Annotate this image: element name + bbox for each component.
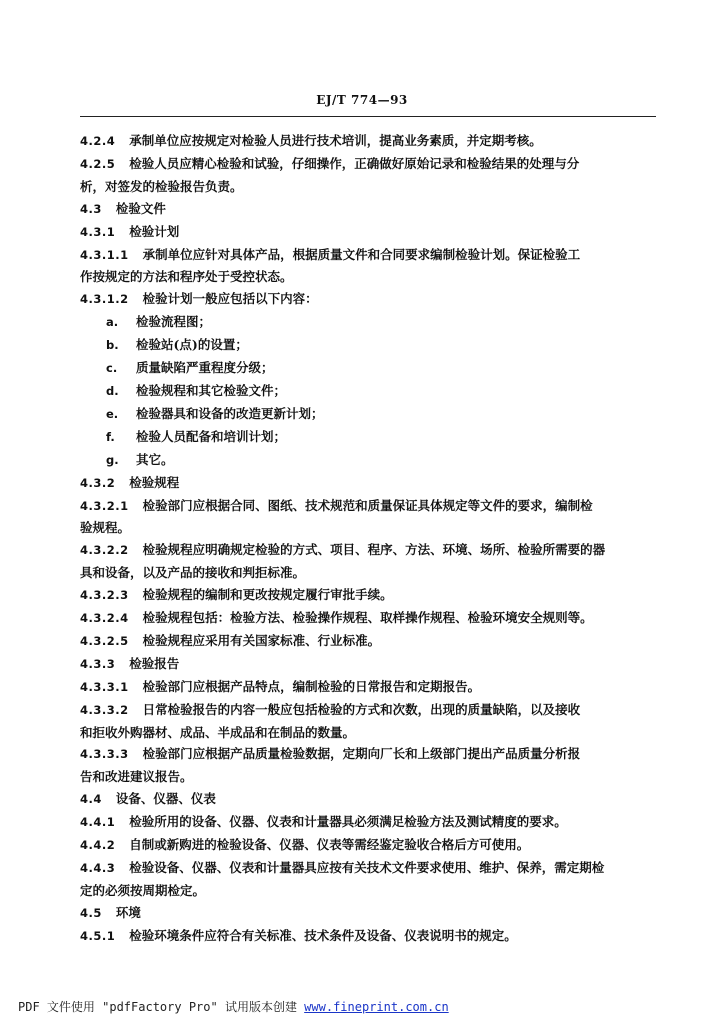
clause-number: 4.2.5 [80, 156, 116, 171]
list-item-label: g. [106, 452, 119, 467]
list-item [80, 311, 656, 334]
clause-line [80, 653, 656, 676]
clause-number: 4.3.2.3 [80, 588, 129, 603]
clause-text: 设备、仪器、仪表 [115, 791, 216, 807]
clause-continuation [80, 176, 656, 198]
clause-line [80, 811, 656, 834]
clause-number: 4.3.3 [80, 656, 116, 671]
footer-link[interactable]: www.fineprint.com.cn [304, 1000, 449, 1014]
list-item-text: 检验人员配备和培训计划； [136, 428, 287, 444]
clause-line [80, 699, 656, 722]
clause-number: 4.3.2.1 [80, 498, 129, 513]
clause-text: 检验报告 [129, 655, 180, 671]
list-item-label: a. [106, 315, 119, 330]
clause-number: 4.3.3.1 [80, 679, 129, 694]
list-item-text: 检验规程和其它检验文件； [136, 382, 287, 398]
clause-line [80, 743, 656, 766]
page-header: EJ/T 774—93 [316, 93, 408, 107]
clause-text: 检验规程应采用有关国家标准、行业标准。 [142, 632, 381, 648]
clause-text: 检验部门应根据合同、图纸、技术规范和质量保证具体规定等文件的要求，编制检 [142, 497, 593, 513]
clause-continuation [80, 722, 656, 744]
clause-text: 日常检验报告的内容一般应包括检验的方式和次数，出现的质量缺陷，以及接收 [142, 701, 581, 717]
clause-line [80, 198, 656, 221]
clause-number: 4.3.1.1 [80, 247, 129, 262]
clause-text: 检验部门应根据产品质量检验数据，定期向厂长和上级部门提出产品质量分析报 [142, 746, 581, 762]
clause-text: 承制单位应按规定对检验人员进行技术培训，提高业务素质，并定期考核。 [129, 133, 542, 148]
clause-continuation [80, 562, 656, 584]
clause-line [80, 221, 656, 244]
list-item-label: d. [106, 383, 119, 398]
clause-text: 检验规程应明确规定检验的方式、项目、程序、方法、环境、场所、检验所需要的器 [142, 542, 606, 558]
clause-line [80, 584, 656, 607]
clause-continuation [80, 517, 656, 539]
clause-line [80, 925, 656, 948]
clause-line [80, 857, 656, 880]
clause-text: 检验规程包括：检验方法、检验操作规程、取样操作规程、检验环境安全规则等。 [142, 610, 593, 626]
clause-continuation [80, 880, 656, 902]
clause-number: 4.2.4 [80, 134, 116, 148]
header-rule [80, 116, 656, 117]
clause-line [80, 676, 656, 699]
clause-number: 4.3.2.4 [80, 611, 129, 626]
clause-number: 4.3.2.5 [80, 633, 129, 648]
clause-number: 4.3.3.3 [80, 747, 129, 762]
clause-number: 4.4.2 [80, 838, 116, 853]
clause-number: 4.3.3.2 [80, 702, 129, 717]
clause-text: 验规程。 [80, 520, 131, 536]
list-item [80, 334, 656, 357]
clause-text: 检验人员应精心检验和试验，仔细操作，正确做好原始记录和检验结果的处理与分 [129, 155, 580, 171]
clause-line [80, 607, 656, 630]
clause-line [80, 153, 656, 176]
clause-number: 4.4.3 [80, 861, 116, 875]
clause-line [80, 288, 656, 311]
list-item [80, 357, 656, 380]
clause-continuation [80, 766, 656, 788]
clause-text: 检验文件 [115, 200, 166, 216]
clause-line [80, 630, 656, 653]
clause-text: 检验规程的编制和更改按规定履行审批手续。 [142, 587, 393, 603]
list-item [80, 403, 656, 426]
clause-number: 4.4 [80, 792, 102, 807]
clause-text: 检验环境条件应符合有关标准、技术条件及设备、仪表说明书的规定。 [129, 927, 517, 943]
document-body [80, 130, 656, 948]
list-item-label: b. [106, 338, 119, 353]
list-item [80, 380, 656, 403]
clause-text: 定的必须按周期检定。 [80, 882, 206, 898]
clause-number: 4.3.2 [80, 475, 116, 490]
list-item-text: 质量缺陷严重程度分级； [136, 360, 274, 376]
clause-number: 4.5 [80, 905, 102, 920]
clause-text: 和拒收外购器材、成品、半成品和在制品的数量。 [80, 724, 356, 740]
clause-text: 具和设备，以及产品的接收和判拒标准。 [80, 565, 306, 581]
clause-line [80, 788, 656, 811]
clause-number: 4.4.1 [80, 815, 116, 830]
footer-text: PDF 文件使用 "pdfFactory Pro" 试用版本创建 [18, 1000, 305, 1014]
pdf-footer [18, 998, 449, 1015]
list-item-text: 检验流程图； [136, 314, 212, 330]
clause-text: 环境 [115, 904, 141, 920]
clause-line [80, 495, 656, 518]
clause-line [80, 539, 656, 562]
clause-number: 4.3 [80, 201, 102, 216]
clause-number: 4.3.2.2 [80, 543, 129, 558]
clause-text: 自制或新购进的检验设备、仪器、仪表等需经鉴定验收合格后方可使用。 [129, 837, 530, 853]
list-item-text: 其它。 [136, 451, 174, 467]
clause-text: 检验部门应根据产品特点，编制检验的日常报告和定期报告。 [142, 678, 481, 694]
list-item-label: e. [106, 406, 119, 421]
list-item-text: 检验器具和设备的改造更新计划； [136, 405, 324, 421]
clause-text: 检验计划 [129, 223, 180, 239]
clause-text: 析，对签发的检验报告负责。 [80, 178, 243, 194]
clause-number: 4.3.1 [80, 224, 116, 239]
clause-line [80, 902, 656, 925]
clause-text: 承制单位应针对具体产品，根据质量文件和合同要求编制检验计划。保证检验工 [142, 246, 581, 262]
list-item [80, 426, 656, 449]
list-item-label: f. [106, 429, 115, 444]
list-item-text: 检验站(点)的设置； [136, 337, 248, 353]
clause-line [80, 834, 656, 857]
clause-text: 检验规程 [129, 474, 180, 490]
clause-line [80, 472, 656, 495]
clause-line [80, 244, 656, 267]
clause-number: 4.5.1 [80, 928, 116, 943]
list-item-label: c. [106, 361, 118, 376]
clause-line [80, 130, 656, 153]
clause-text: 检验计划一般应包括以下内容： [142, 291, 318, 307]
clause-number: 4.3.1.2 [80, 292, 129, 307]
list-item [80, 449, 656, 472]
clause-text: 告和改进建议报告。 [80, 769, 193, 785]
clause-text: 检验设备、仪器、仪表和计量器具应按有关技术文件要求使用、维护、保养，需定期检 [129, 860, 605, 875]
clause-text: 作按规定的方法和程序处于受控状态。 [80, 269, 293, 285]
clause-text: 检验所用的设备、仪器、仪表和计量器具必须满足检验方法及测试精度的要求。 [129, 814, 567, 830]
clause-continuation [80, 266, 656, 288]
